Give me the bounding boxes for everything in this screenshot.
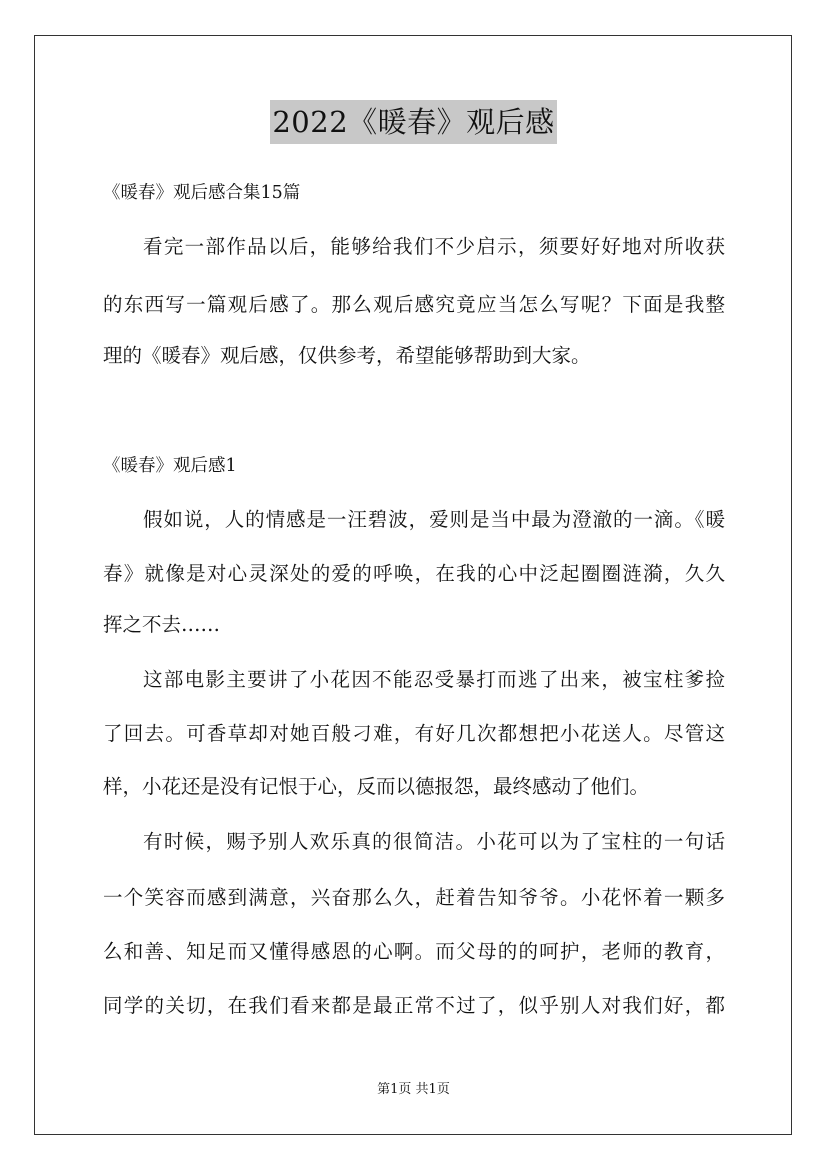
paragraph2-line-1: 这部电影主要讲了小花因不能忍受暴打而逃了出来，被宝柱爹捡 [143,668,725,691]
paragraph1-line-3: 挥之不去…… [103,613,221,636]
document-subtitle: 《暖春》观后感合集15篇 [103,183,301,203]
paragraph1-line-1: 假如说，人的情感是一汪碧波，爱则是当中最为澄澈的一滴。《暖 [143,508,725,531]
paragraph2-line-2: 了回去。可香草却对她百般刁难，有好几次都想把小花送人。尽管这 [103,722,725,745]
paragraph3-line-3: 么和善、知足而又懂得感恩的心啊。而父母的的呵护，老师的教育， [103,940,725,963]
intro-line-3: 理的《暖春》观后感，仅供参考，希望能够帮助到大家。 [103,344,591,367]
paragraph3-line-1: 有时候，赐予别人欢乐真的很简洁。小花可以为了宝柱的一句话 [143,830,725,853]
paragraph3-line-4: 同学的关切，在我们看来都是最正常不过了，似乎别人对我们好，都 [103,994,725,1017]
paragraph2-line-3: 样，小花还是没有记恨于心，反而以德报怨，最终感动了他们。 [103,775,650,798]
intro-line-2: 的东西写一篇观后感了。那么观后感究竟应当怎么写呢？下面是我整 [103,293,725,316]
section-heading: 《暖春》观后感1 [103,456,237,476]
paragraph1-line-2: 春》就像是对心灵深处的爱的呼唤，在我的心中泛起圈圈涟漪，久久 [103,562,725,585]
intro-line-1: 看完一部作品以后，能够给我们不少启示，须要好好地对所收获 [143,235,725,258]
paragraph3-line-2: 一个笑容而感到满意，兴奋那么久，赶着告知爷爷。小花怀着一颗多 [103,886,725,909]
document-title: 2022《暖春》观后感 [270,100,556,144]
title-container [0,100,827,144]
page-footer: 第1页 共1页 [377,1082,450,1097]
